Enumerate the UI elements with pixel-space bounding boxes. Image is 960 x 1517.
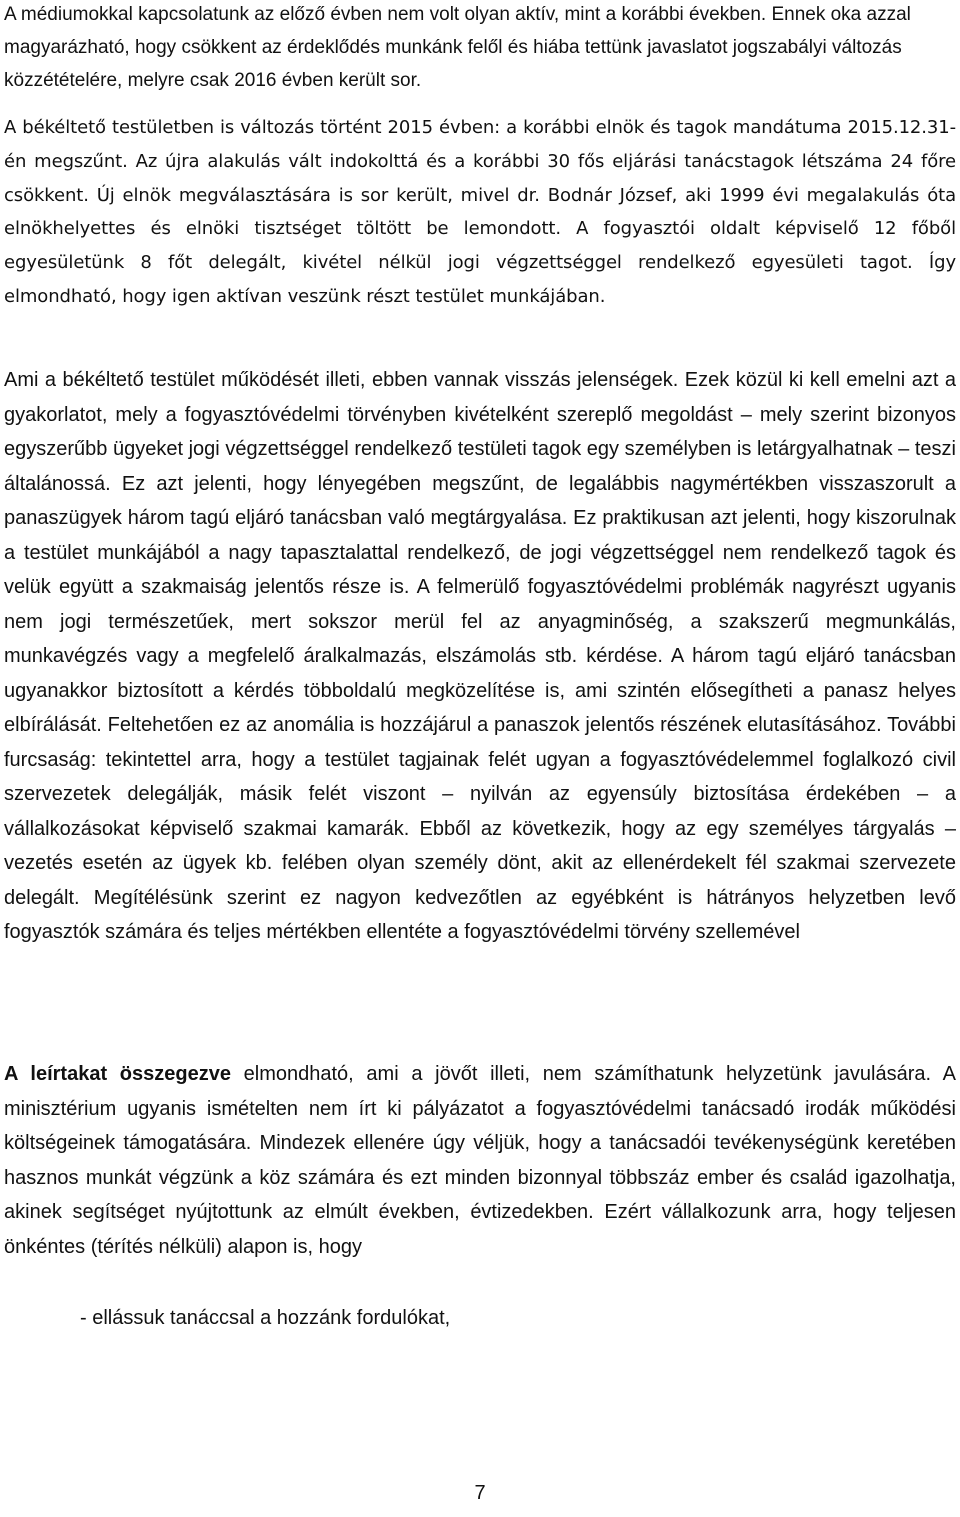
paragraph-media-relations: A médiumokkal kapcsolatunk az előző évben nem volt olyan aktív, mint a korábbi években. Ennek oka azzal magyarázható, hogy csökkent az érdeklődés munkánk felől és hiába tettünk javaslatot jogszabályi változás közzétételére, melyre csak 2016 évben került sor. — [4, 4, 911, 91]
paragraph-arbitration-board-operation: Ami a békéltető testület működését illeti, ebben vannak visszás jelenségek. Ezek közül ki kell emelni azt a gyakorlatot, mely a fogyasztóvédelmi törvényben kivételként szereplő megoldást – mely szerint bizonyos egyszerűbb ügyeket jogi végzettséggel rendelkező testületi tagok egy személyben is letárgyalhatnak – teszi általánossá. Ez azt jelenti, hogy lényegében megszűnt, de legalábbis nagymértékben visszaszorult a panaszügyek három tagú eljáró tanácsban való megtárgyalása. Ez praktikusan azt jelenti, hogy kiszorulnak a testület munkájából a nagy tapasztalattal rendelkező, de jogi végzettséggel nem rendelkező tagok és velük együtt a szakmaiság jelentős része is. A felmerülő fogyasztóvédelmi problémák nagyrészt ugyanis nem jogi természetűek, mert sokszor merül fel az anyagminőség, a szakszerű megmunkálás, munkavégzés vagy a megfelelő áralkalmazás, elszámolás stb. kérdése. A három tagú eljáró tanácsban ugyanakkor biztosított a kérdés többoldalú megközelítése is, ami szintén elősegítheti a panasz helyes elbírálását. Feltehetően ez az anomália is hozzájárul a panaszok jelentős részének elutasításához. További furcsaság: tekintettel arra, hogy a testület tagjainak felét ugyan a fogyasztóvédelemmel foglalkozó civil szervezetek delegálják, másik felét viszont – nyilván az egyensúly biztosítása érdekében – a vállalkozásokat képviselő szakmai kamarák. Ebből az következik, hogy az egy személyes tárgyalás – vezetés esetén az ügyek kb. felében olyan személy dönt, akit az ellenérdekelt fél szakmai szervezete delegált. Megítélésünk szerint ez nagyon kedvezőtlen az egyébként is hátrányos helyzetben levő fogyasztók számára és teljes mértékben ellentéte a fogyasztóvédelmi törvény szellemével — [4, 369, 956, 943]
list-item: - ellássuk tanáccsal a hozzánk fordulókat, — [80, 1307, 451, 1329]
paragraph-summary — [4, 1057, 956, 1264]
summary-lead-bold: A leírtakat összegezve — [4, 1063, 231, 1085]
page-number: 7 — [474, 1482, 486, 1504]
summary-text: elmondható, ami a jövőt illeti, nem számíthatunk helyzetünk javulására. A minisztérium ugyanis ismételten nem írt ki pályázatot a fogyasztóvédelmi tanácsadó irodák működési költségeinek támogatására. Mindezek ellenére úgy véljük, hogy a tanácsadói tevékenységünk keretében hasznos munkát végzünk a köz számára és ezt minden bizonnyal többszáz ember és család igazolhatja, akinek segítséget nyújtottunk az elmúlt években, évtizedekben. Ezért vállalkozunk arra, hogy teljesen önkéntes (térítés nélküli) alapon is, hogy — [4, 1063, 956, 1258]
paragraph-arbitration-board-changes: A békéltető testületben is változás történt 2015 évben: a korábbi elnök és tagok mandátuma 2015.12.31-én megszűnt. Az újra alakulás vált indokolttá és a korábbi 30 fős eljárási tanácstagok létszáma 24 főre csökkent. Új elnök megválasztására is sor került, mivel dr. Bodnár József, aki 1999 évi megalakulás óta elnökhelyettes és elnöki tisztséget töltött be lemondott. A fogyasztói oldalt képviselő 12 főből egyesületünk 8 főt delegált, kivétel nélkül jogi végzettséggel rendelkező egyesületi tagot. Így elmondható, hogy igen aktívan veszünk részt testület munkájában. — [4, 117, 956, 307]
